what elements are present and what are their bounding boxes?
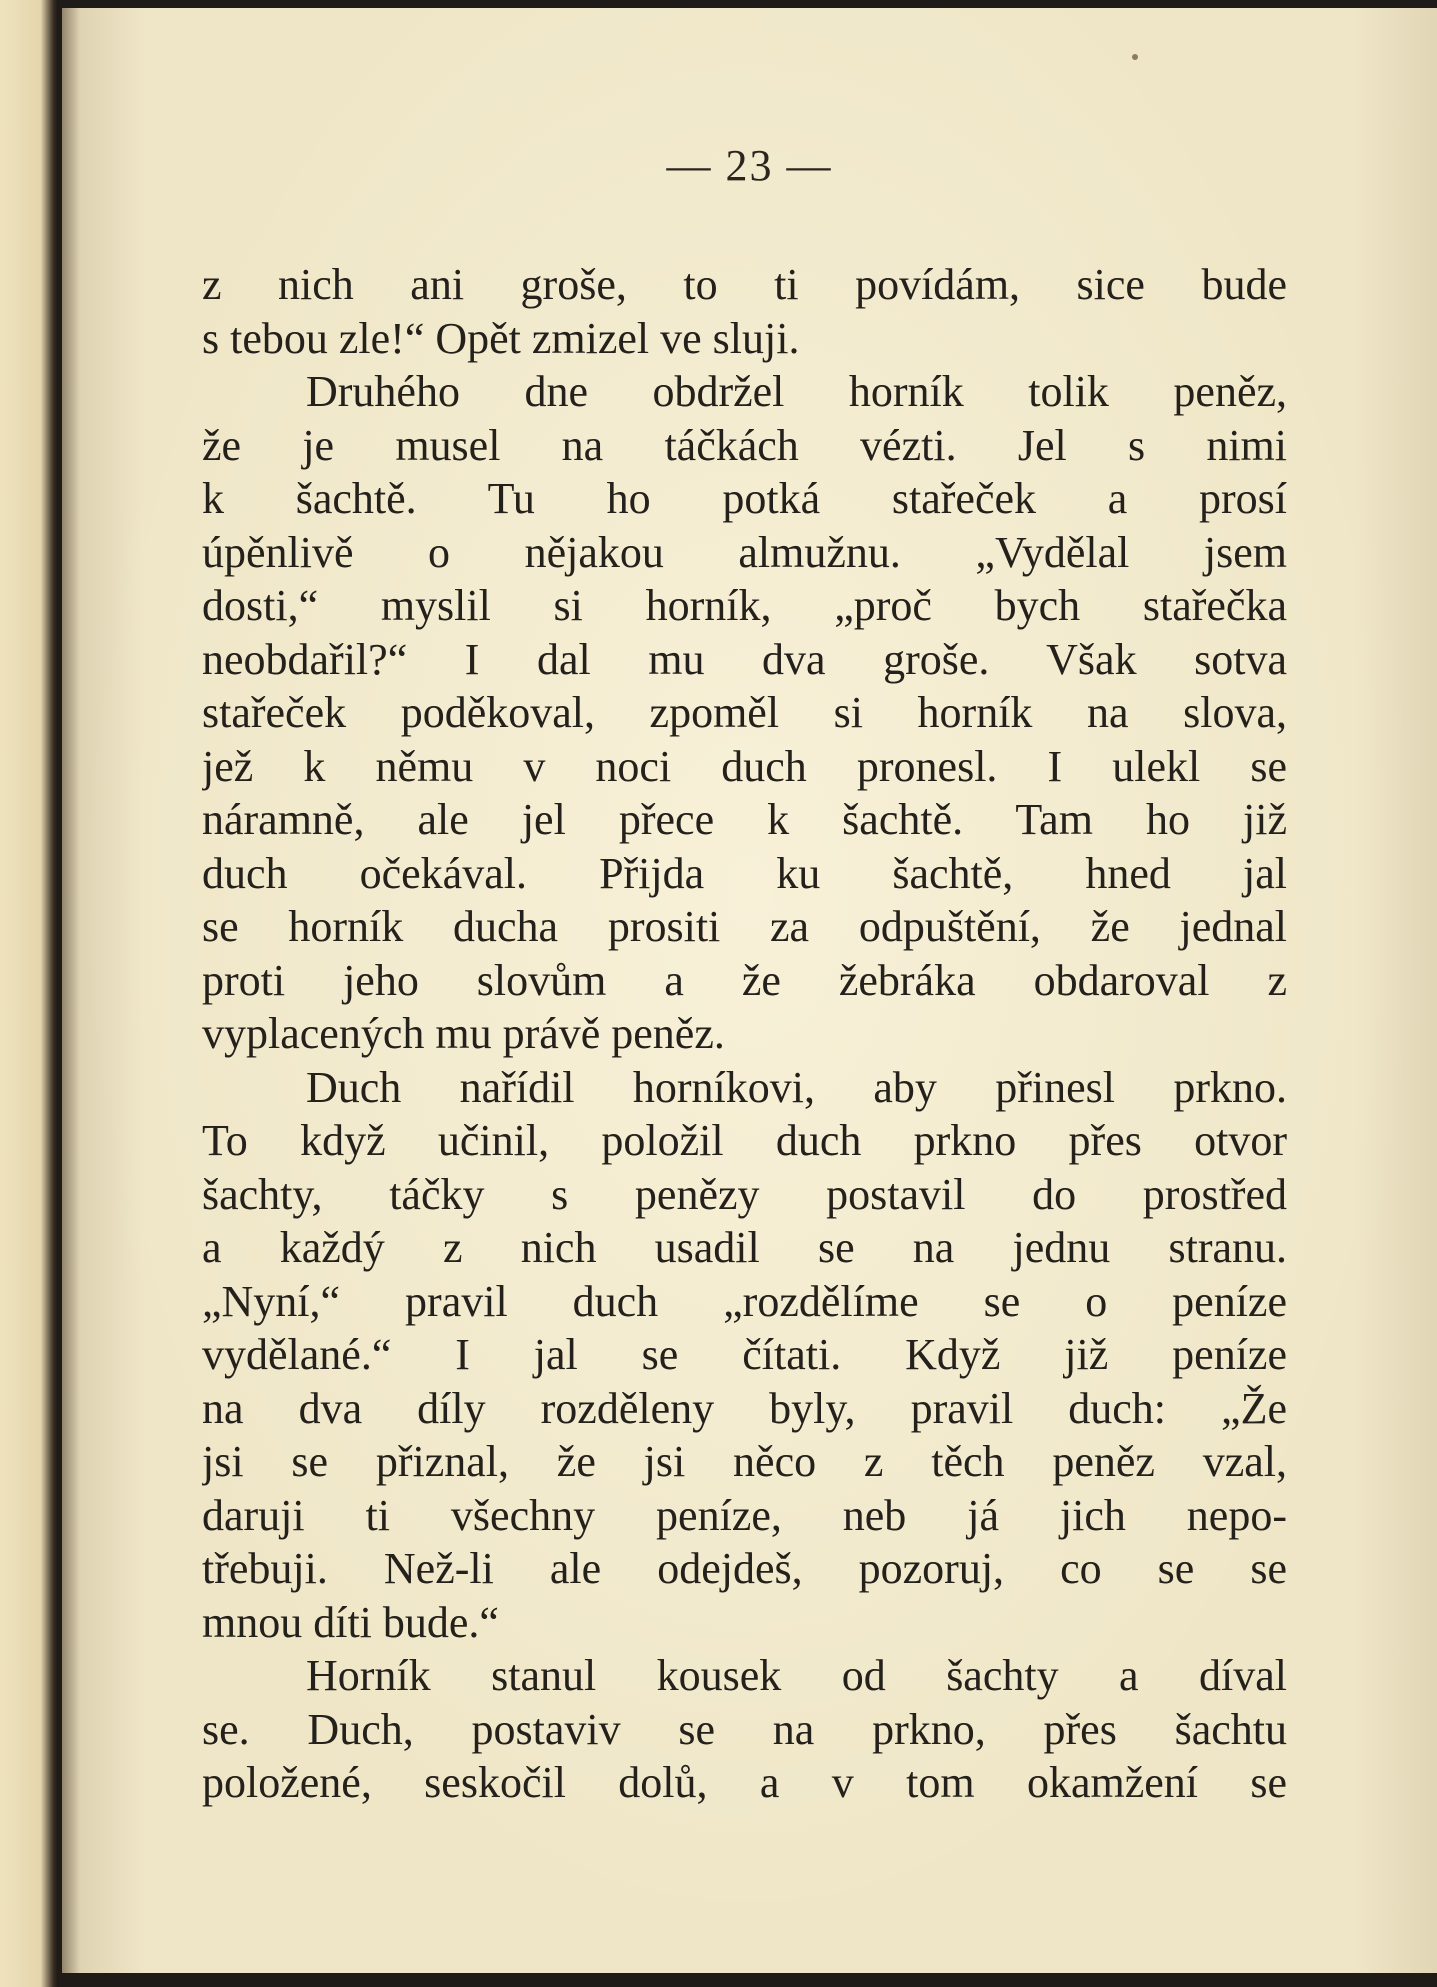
- text-line: Duch nařídil horníkovi, aby přinesl prkno.: [306, 1062, 1287, 1112]
- text-line: duch očekával. Přijda ku šachtě, hned jal: [202, 848, 1287, 898]
- page-number: — 23 —: [666, 141, 833, 190]
- text-line: náramně, ale jel přece k šachtě. Tam ho již: [202, 795, 1287, 844]
- body-text: [202, 258, 1287, 1810]
- previous-page-edge: [0, 0, 58, 1987]
- text-line: se. Duch, postaviv se na prkno, přes šachtu: [202, 1704, 1287, 1754]
- text-line: úpěnlivě o nějakou almužnu. „Vydělal jsem: [202, 527, 1287, 577]
- paper-speck: [1132, 54, 1138, 60]
- text-line: že je musel na táčkách vézti. Jel s nimi: [202, 420, 1287, 470]
- text-line: a každý z nich usadil se na jednu stranu.: [202, 1223, 1287, 1272]
- book-page: [62, 8, 1437, 1973]
- text-line: proti jeho slovům a že žebráka obdaroval z: [202, 955, 1287, 1005]
- text-line: s tebou zle!“ Opět zmizel ve sluji.: [202, 313, 800, 363]
- text-line: jsi se přiznal, že jsi něco z těch peněz vzal,: [202, 1437, 1287, 1486]
- text-line: šachty, táčky s penězy postavil do prostřed: [202, 1169, 1287, 1219]
- text-line: k šachtě. Tu ho potká stařeček a prosí: [202, 474, 1287, 523]
- text-line: daruji ti všechny peníze, neb já jich nepo-: [202, 1490, 1287, 1540]
- text-line: stařeček poděkoval, zpoměl si horník na slova,: [202, 688, 1287, 737]
- gutter-shadow: [62, 8, 80, 1973]
- text-line: položené, seskočil dolů, a v tom okamžení se: [202, 1758, 1287, 1807]
- text-line: To když učinil, položil duch prkno přes otvor: [202, 1116, 1287, 1165]
- text-line: vydělané.“ I jal se čítati. Když již peníze: [202, 1330, 1287, 1379]
- text-line: Druhého dne obdržel horník tolik peněz,: [306, 367, 1287, 416]
- text-line: třebuji. Než-li ale odejdeš, pozoruj, co se se: [202, 1544, 1287, 1593]
- text-line: dosti,“ myslil si horník, „proč bych stařečka: [202, 581, 1287, 630]
- text-line: jež k němu v noci duch pronesl. I ulekl se: [202, 741, 1287, 791]
- text-line: Horník stanul kousek od šachty a díval: [306, 1651, 1287, 1700]
- text-line: „Nyní,“ pravil duch „rozdělíme se o peníze: [202, 1276, 1287, 1326]
- text-line: na dva díly rozděleny byly, pravil duch: „Že: [202, 1383, 1287, 1433]
- text-line: z nich ani groše, to ti povídám, sice bude: [202, 260, 1287, 309]
- text-line: mnou díti bude.“: [202, 1597, 499, 1647]
- text-line: vyplacených mu právě peněz.: [202, 1009, 725, 1058]
- text-line: neobdařil?“ I dal mu dva groše. Však sotva: [202, 634, 1287, 684]
- text-line: se horník ducha prositi za odpuštění, že jednal: [202, 902, 1287, 951]
